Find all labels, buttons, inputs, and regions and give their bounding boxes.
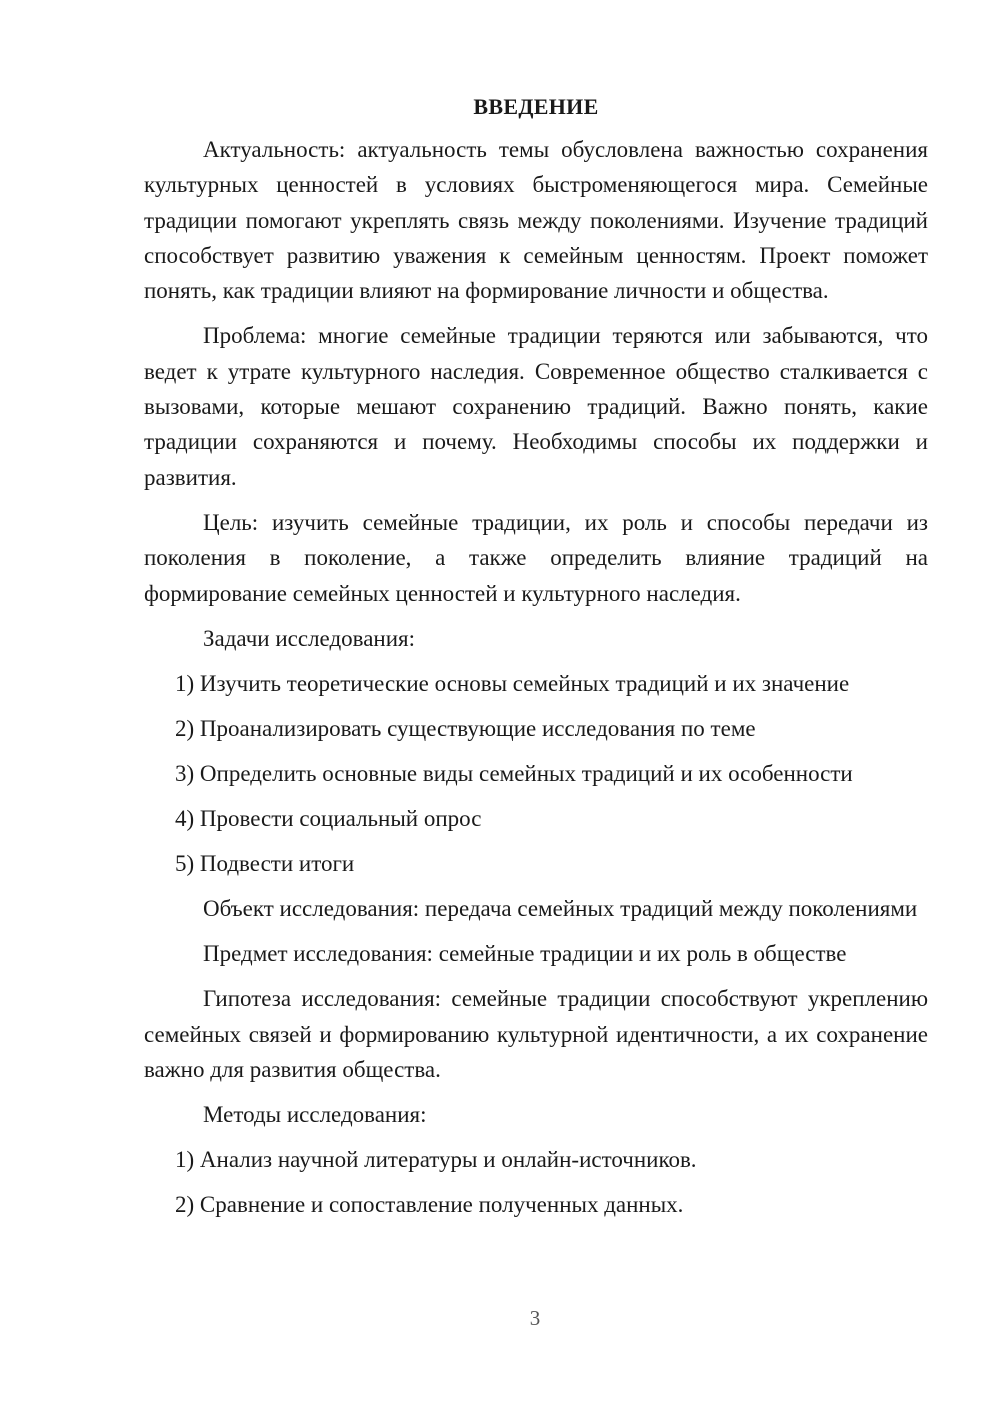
problem-paragraph: Проблема: многие семейные традиции теряются или забываются, что ведет к утрате культурного наследия. Современное общество сталкивается с вызовами, которые мешают сохранению традиций. Важно понять, какие традиции сохраняются и почему. Необходимы способы их поддержки и развития. bbox=[144, 323, 928, 490]
method-item: 2) Сравнение и сопоставление полученных данных. bbox=[175, 1192, 684, 1218]
relevance-paragraph: Актуальность: актуальность темы обусловлена важностью сохранения культурных ценностей в условиях быстроменяющегося мира. Семейные традиции помогают укреплять связь между поколениями. Изучение традиций способствует развитию уважения к семейным ценностям. Проект поможет понять, как традиции влияют на формирование личности и общества. bbox=[144, 137, 928, 304]
hypothesis-paragraph: Гипотеза исследования: семейные традиции способствуют укреплению семейных связей и формированию культурной идентичности, а их сохранение важно для развития общества. bbox=[144, 986, 928, 1083]
subject-paragraph: Предмет исследования: семейные традиции и их роль в обществе bbox=[203, 941, 847, 967]
tasks-heading: Задачи исследования: bbox=[203, 625, 416, 651]
object-paragraph: Объект исследования: передача семейных традиций между поколениями bbox=[203, 895, 918, 921]
document-page bbox=[144, 92, 928, 1232]
task-item: 5) Подвести итоги bbox=[175, 850, 355, 876]
task-item: 3) Определить основные виды семейных традиций и их особенности bbox=[175, 760, 853, 786]
task-item: 1) Изучить теоретические основы семейных традиций и их значение bbox=[175, 670, 850, 696]
page-number: 3 bbox=[529, 1306, 541, 1330]
methods-heading: Методы исследования: bbox=[203, 1102, 427, 1128]
goal-paragraph: Цель: изучить семейные традиции, их роль и способы передачи из поколения в поколение, а также определить влияние традиций на формирование семейных ценностей и культурного наследия. bbox=[144, 509, 928, 606]
method-item: 1) Анализ научной литературы и онлайн-источников. bbox=[175, 1147, 697, 1173]
task-item: 2) Проанализировать существующие исследования по теме bbox=[175, 715, 756, 741]
task-item: 4) Провести социальный опрос bbox=[175, 805, 482, 831]
page-title: ВВЕДЕНИЕ bbox=[473, 94, 599, 119]
